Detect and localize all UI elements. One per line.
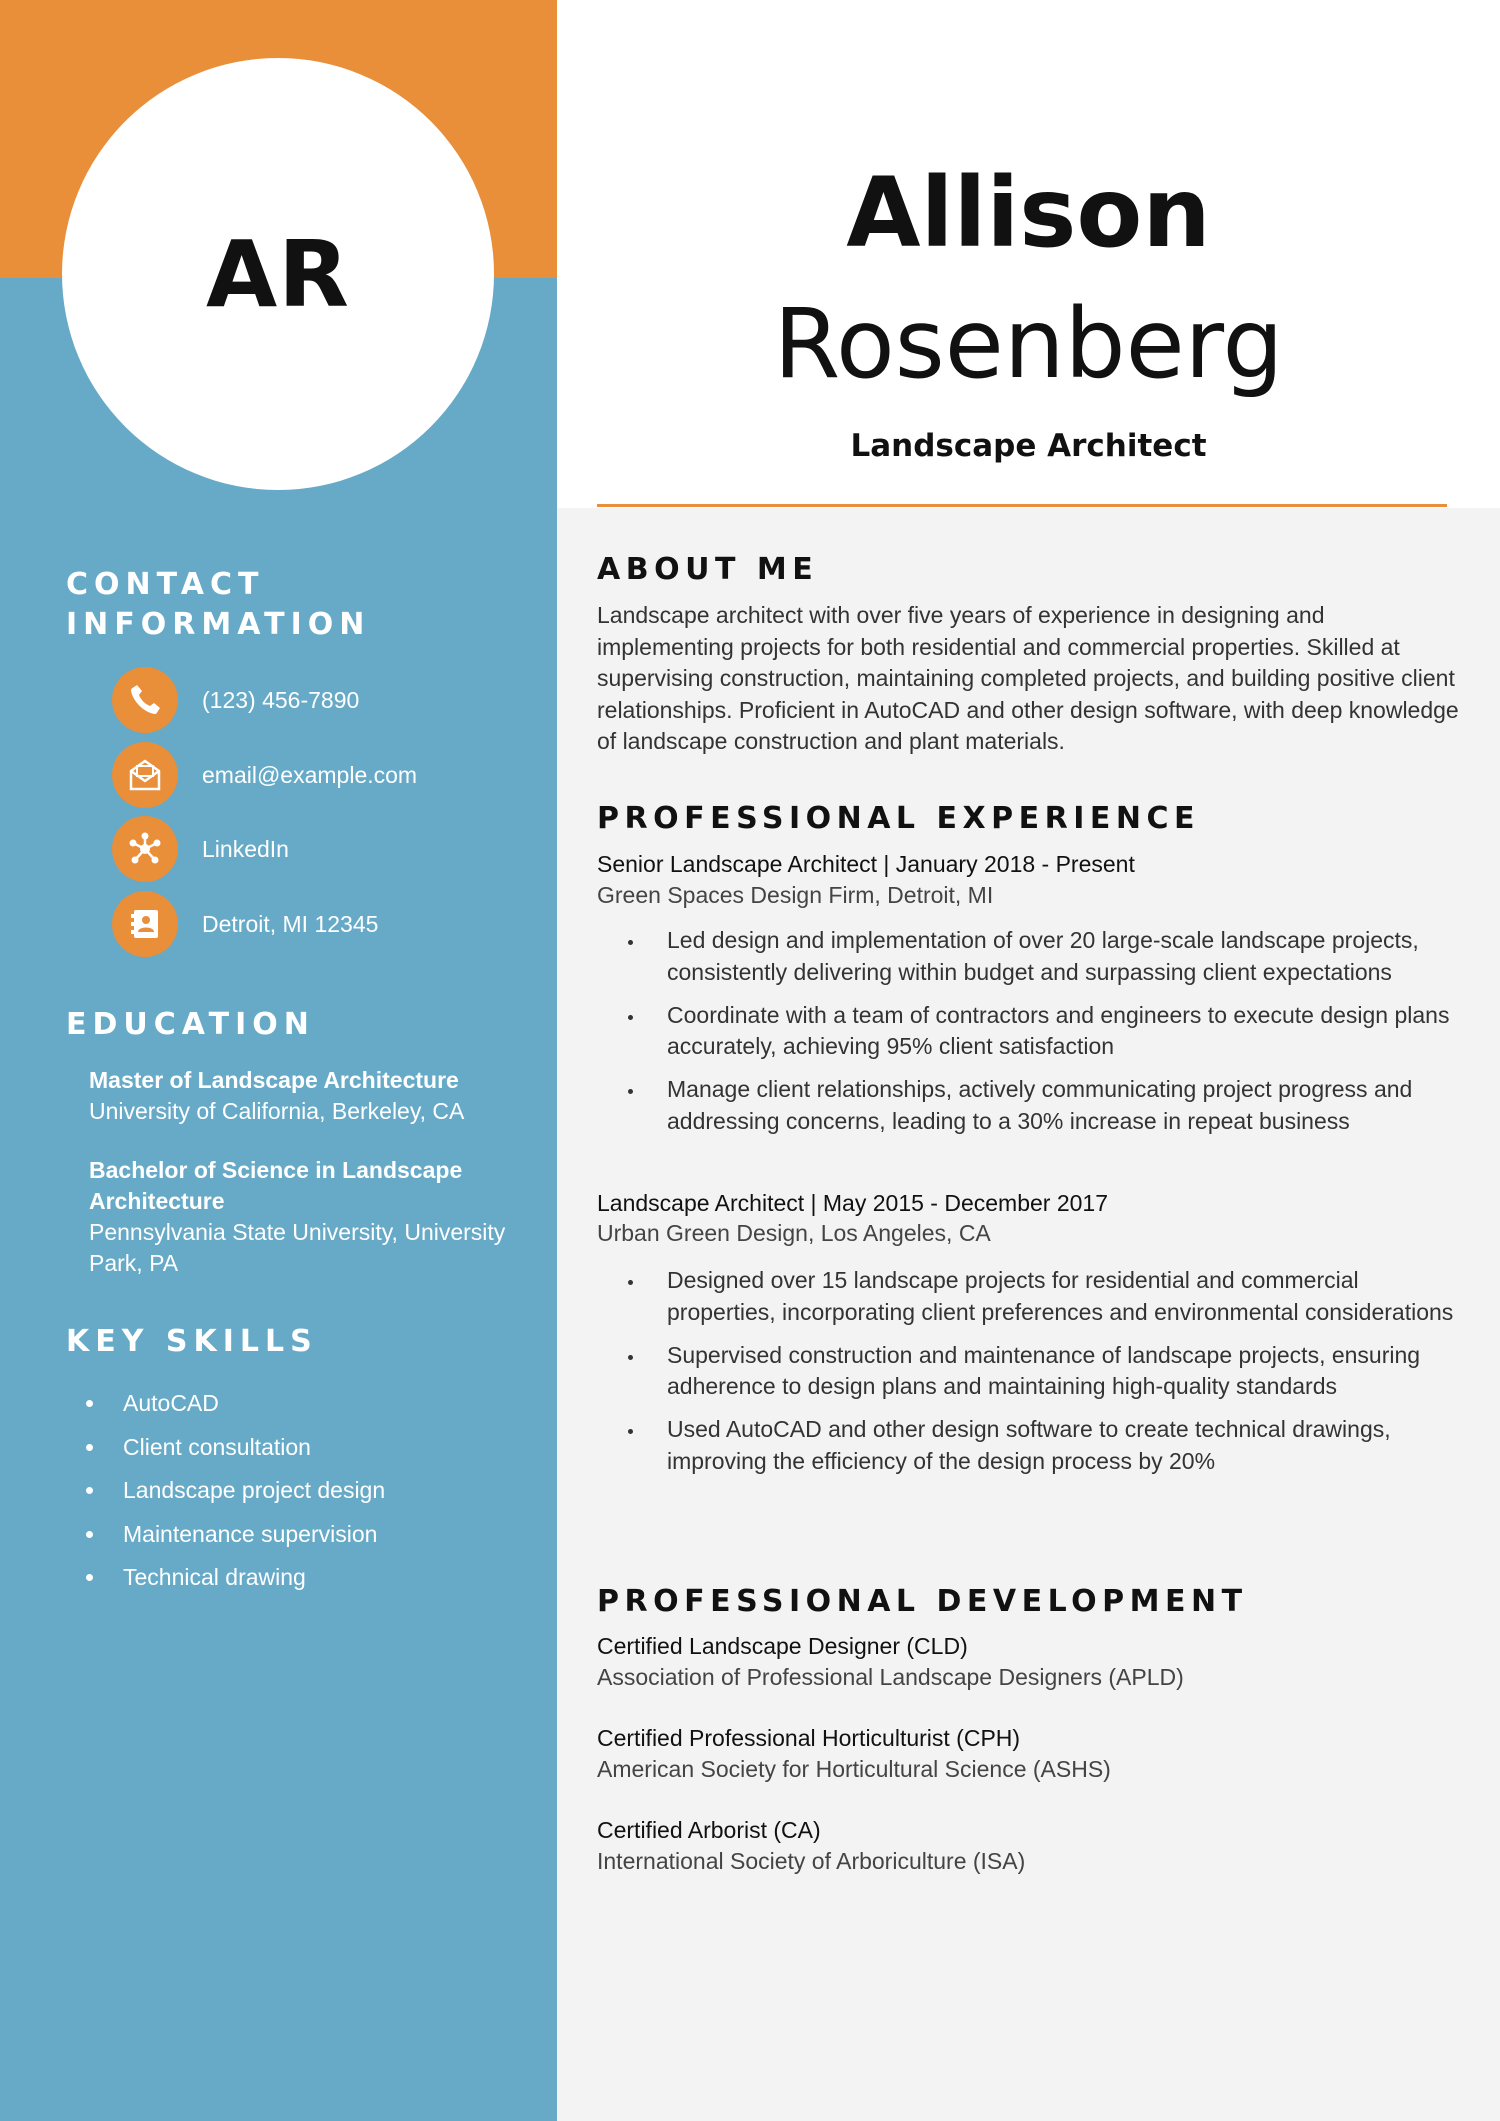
bullet-text: Led design and implementation of over 20 large-scale landscape projects, consistently delivering within budget and surpassing client expectations [667,927,1419,985]
job-bullet [625,1414,1465,1478]
bullet-dot [628,1355,633,1360]
cert-name: Certified Arborist (CA) [597,1817,821,1843]
email-text[interactable]: email@example.com [202,761,418,788]
bullet-dot [628,1429,633,1434]
job-company: Urban Green Design, Los Angeles, CA [597,1220,991,1246]
job-bullet [625,1340,1465,1404]
cert-org: International Society of Arboriculture (ISA) [597,1848,1026,1874]
education-entry [89,1065,529,1127]
skill-item [86,1513,385,1557]
skill-label: Maintenance supervision [123,1520,378,1547]
skill-item [86,1426,385,1470]
bullet-text: Coordinate with a team of contractors and engineers to execute design plans accurately, achieving 95% client satisfaction [667,1001,1450,1060]
job-title: Landscape Architect [850,428,1207,464]
linkedin-text[interactable]: LinkedIn [202,835,289,862]
network-icon [112,816,178,882]
contact-heading-line2: INFORMATION [66,607,371,642]
monogram-circle [62,58,494,490]
skill-label: AutoCAD [123,1390,219,1417]
job-title-line: Landscape Architect | May 2015 - December 2017 [597,1190,1108,1216]
contact-linkedin [112,816,289,882]
job-bullet [625,925,1465,989]
bullet-dot [628,940,633,945]
job-bullet [625,1265,1465,1329]
skill-item [86,1469,385,1513]
contact-address [112,891,378,957]
title-divider [597,504,1447,507]
skill-label: Landscape project design [123,1477,386,1504]
education-degree: Master of Landscape Architecture [89,1067,459,1093]
about-text: Landscape architect with over five years of experience in designing and implementing projects for both residential and commercial properties. Skilled at supervising construction, maintaining completed projects, and building positive client relationships. Proficient in AutoCAD and other design software, with deep knowledge of landscape construction and plant materials. [597,602,1459,754]
cert-name: Certified Professional Horticulturist (CPH) [597,1725,1021,1751]
skill-label: Technical drawing [123,1564,306,1591]
bullet-dot [86,1531,93,1538]
development-heading: PROFESSIONAL DEVELOPMENT [597,1584,1248,1619]
first-name: Allison [846,157,1211,269]
skills-list [86,1382,385,1600]
bullet-text: Used AutoCAD and other design software to create technical drawings, improving the efficiency of the design process by 20% [667,1416,1391,1474]
phone-text[interactable]: (123) 456-7890 [202,686,360,713]
education-entry [89,1155,529,1279]
contact-card-icon [112,891,178,957]
skill-label: Client consultation [123,1433,311,1460]
bullet-dot [86,1487,93,1494]
bullet-text: Supervised construction and maintenance of landscape projects, ensuring adherence to design plans and maintaining high-quality standards [667,1341,1421,1400]
cert-name: Certified Landscape Designer (CLD) [597,1633,968,1659]
skills-heading: KEY SKILLS [66,1324,318,1359]
bullet-dot [86,1444,93,1451]
job-bullet [625,1074,1465,1138]
skill-item [86,1556,385,1600]
address-text: Detroit, MI 12345 [202,910,379,937]
bullet-dot [86,1400,93,1407]
skill-item [86,1382,385,1426]
contact-email [112,742,417,808]
education-school: Pennsylvania State University, University Park, PA [89,1219,506,1276]
last-name: Rosenberg [773,288,1284,400]
bullet-text: Designed over 15 landscape projects for residential and commercial properties, incorporating client preferences and environmental considerations [667,1267,1454,1325]
bullet-dot [628,1015,633,1020]
monogram: AR [205,220,351,328]
job-title-line: Senior Landscape Architect | January 2018 - Present [597,851,1135,877]
job-bullets [625,1265,1465,1489]
contact-heading-line1: CONTACT [66,567,265,602]
bullet-text: Manage client relationships, actively communicating project progress and addressing concerns, leading to a 30% increase in repeat business [667,1076,1413,1134]
job-company: Green Spaces Design Firm, Detroit, MI [597,882,994,908]
about-heading: ABOUT ME [597,552,819,587]
cert-org: American Society for Horticultural Science (ASHS) [597,1756,1111,1782]
contact-heading [66,565,370,645]
bullet-dot [628,1280,633,1285]
education-degree: Bachelor of Science in Landscape Architecture [89,1157,463,1214]
cert-org: Association of Professional Landscape Designers (APLD) [597,1664,1184,1690]
experience-heading: PROFESSIONAL EXPERIENCE [597,801,1200,836]
education-heading: EDUCATION [66,1007,315,1042]
bullet-dot [628,1089,633,1094]
mail-icon [112,742,178,808]
job-bullets [625,925,1465,1149]
contact-phone [112,667,359,733]
job-bullet [625,1000,1465,1064]
phone-icon [112,667,178,733]
bullet-dot [86,1574,93,1581]
education-school: University of California, Berkeley, CA [89,1098,465,1124]
